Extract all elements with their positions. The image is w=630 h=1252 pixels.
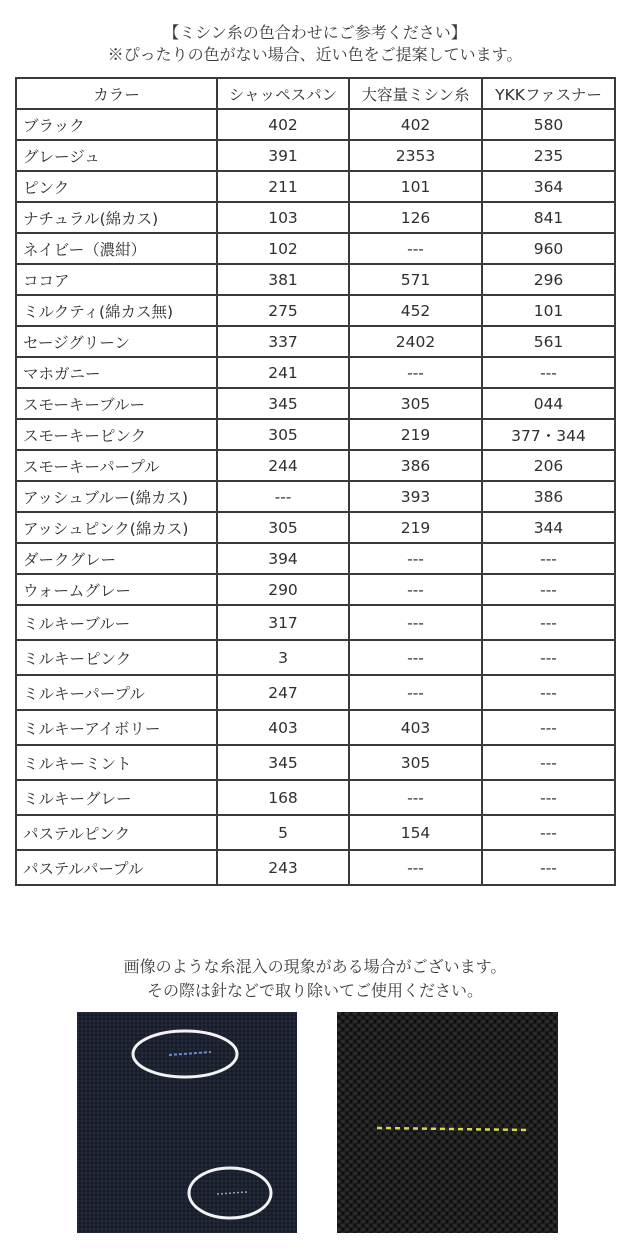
table-row <box>16 171 615 202</box>
large-thread-cell: --- <box>349 543 482 574</box>
schappe-spun-cell: 394 <box>217 543 349 574</box>
color-name-cell: アッシュピンク(綿カス) <box>16 512 217 543</box>
color-name-cell: ミルキーブルー <box>16 605 217 640</box>
large-thread-cell: 571 <box>349 264 482 295</box>
color-name-cell: セージグリーン <box>16 326 217 357</box>
color-name-cell: ミルキーグレー <box>16 780 217 815</box>
table-row <box>16 326 615 357</box>
large-thread-cell: --- <box>349 574 482 605</box>
ykk-zipper-cell: --- <box>482 815 615 850</box>
large-thread-cell: 2353 <box>349 140 482 171</box>
schappe-spun-cell: 241 <box>217 357 349 388</box>
color-name-cell: ブラック <box>16 109 217 140</box>
ykk-zipper-cell: --- <box>482 780 615 815</box>
schappe-spun-cell: 345 <box>217 388 349 419</box>
ykk-zipper-cell: --- <box>482 605 615 640</box>
schappe-spun-cell: 102 <box>217 233 349 264</box>
ykk-zipper-cell: 344 <box>482 512 615 543</box>
color-name-cell: ミルキーミント <box>16 745 217 780</box>
schappe-spun-cell: 337 <box>217 326 349 357</box>
color-name-cell: マホガニー <box>16 357 217 388</box>
schappe-spun-cell: 403 <box>217 710 349 745</box>
large-thread-cell: --- <box>349 675 482 710</box>
ykk-zipper-cell: 377・344 <box>482 419 615 450</box>
table-row <box>16 605 615 640</box>
notice-title: 【ミシン糸の色合わせにご参考ください】 <box>163 23 467 42</box>
ykk-zipper-cell: --- <box>482 745 615 780</box>
table-row <box>16 850 615 885</box>
ykk-zipper-cell: 960 <box>482 233 615 264</box>
ykk-zipper-cell: --- <box>482 543 615 574</box>
large-thread-cell: 101 <box>349 171 482 202</box>
table-row <box>16 640 615 675</box>
table-row <box>16 202 615 233</box>
schappe-spun-cell: 211 <box>217 171 349 202</box>
schappe-spun-cell: 243 <box>217 850 349 885</box>
color-name-cell: ネイビー（濃紺） <box>16 233 217 264</box>
table-row <box>16 419 615 450</box>
table-row <box>16 233 615 264</box>
schappe-spun-cell: 345 <box>217 745 349 780</box>
schappe-spun-cell: --- <box>217 481 349 512</box>
color-name-cell: グレージュ <box>16 140 217 171</box>
large-thread-cell: 2402 <box>349 326 482 357</box>
schappe-spun-cell: 381 <box>217 264 349 295</box>
large-thread-cell: 403 <box>349 710 482 745</box>
color-name-cell: パステルパープル <box>16 850 217 885</box>
ykk-zipper-cell: --- <box>482 850 615 885</box>
color-name-cell: スモーキーブルー <box>16 388 217 419</box>
color-name-cell: ダークグレー <box>16 543 217 574</box>
large-thread-cell: 305 <box>349 745 482 780</box>
large-thread-cell: 393 <box>349 481 482 512</box>
color-name-cell: ミルキーピンク <box>16 640 217 675</box>
ykk-zipper-cell: 841 <box>482 202 615 233</box>
large-thread-cell: --- <box>349 357 482 388</box>
large-thread-cell: 126 <box>349 202 482 233</box>
large-thread-cell: --- <box>349 233 482 264</box>
color-name-cell: スモーキーピンク <box>16 419 217 450</box>
schappe-spun-cell: 103 <box>217 202 349 233</box>
color-name-cell: ピンク <box>16 171 217 202</box>
table-row <box>16 815 615 850</box>
schappe-spun-cell: 244 <box>217 450 349 481</box>
ykk-zipper-cell: 206 <box>482 450 615 481</box>
large-thread-cell: 219 <box>349 512 482 543</box>
ykk-zipper-cell: --- <box>482 675 615 710</box>
schappe-spun-cell: 5 <box>217 815 349 850</box>
schappe-spun-cell: 168 <box>217 780 349 815</box>
large-thread-cell: 386 <box>349 450 482 481</box>
color-name-cell: ナチュラル(綿カス) <box>16 202 217 233</box>
color-name-cell: ミルキーアイボリー <box>16 710 217 745</box>
table-row <box>16 295 615 326</box>
large-thread-cell: 305 <box>349 388 482 419</box>
ykk-zipper-cell: 386 <box>482 481 615 512</box>
large-thread-cell: 219 <box>349 419 482 450</box>
ykk-zipper-cell: --- <box>482 357 615 388</box>
color-name-cell: パステルピンク <box>16 815 217 850</box>
fabric-photo-circled-threads <box>77 1012 297 1233</box>
color-name-cell: ココア <box>16 264 217 295</box>
thread-color-table <box>15 77 616 886</box>
ykk-zipper-cell: 101 <box>482 295 615 326</box>
table-row <box>16 388 615 419</box>
large-thread-cell: 154 <box>349 815 482 850</box>
ykk-zipper-cell: 364 <box>482 171 615 202</box>
color-name-cell: ミルクティ(綿カス無) <box>16 295 217 326</box>
large-thread-cell: --- <box>349 850 482 885</box>
table-row <box>16 675 615 710</box>
table-row <box>16 512 615 543</box>
ykk-zipper-cell: --- <box>482 640 615 675</box>
schappe-spun-cell: 247 <box>217 675 349 710</box>
schappe-spun-cell: 305 <box>217 419 349 450</box>
schappe-spun-cell: 305 <box>217 512 349 543</box>
large-thread-cell: --- <box>349 640 482 675</box>
table-row <box>16 574 615 605</box>
ykk-zipper-cell: 296 <box>482 264 615 295</box>
ykk-zipper-cell: --- <box>482 574 615 605</box>
color-name-cell: アッシュブルー(綿カス) <box>16 481 217 512</box>
fabric-photo-yellow-thread <box>337 1012 558 1233</box>
table-row <box>16 780 615 815</box>
ykk-zipper-cell: 580 <box>482 109 615 140</box>
schappe-spun-cell: 275 <box>217 295 349 326</box>
color-name-cell: スモーキーパープル <box>16 450 217 481</box>
header-schappe-spun: シャッペスパン <box>217 78 349 109</box>
table-row <box>16 710 615 745</box>
color-name-cell: ウォームグレー <box>16 574 217 605</box>
mixing-notice-line1: 画像のような糸混入の現象がある場合がございます。 <box>123 957 507 976</box>
ykk-zipper-cell: 235 <box>482 140 615 171</box>
table-row <box>16 745 615 780</box>
table-row <box>16 450 615 481</box>
schappe-spun-cell: 3 <box>217 640 349 675</box>
table-row <box>16 543 615 574</box>
ykk-zipper-cell: 561 <box>482 326 615 357</box>
large-thread-cell: --- <box>349 780 482 815</box>
table-row <box>16 109 615 140</box>
header-ykk-zipper: YKKファスナー <box>482 78 615 109</box>
schappe-spun-cell: 290 <box>217 574 349 605</box>
header-color: カラー <box>16 78 217 109</box>
mixing-notice-line2: その際は針などで取り除いてご使用ください。 <box>146 981 483 1000</box>
ykk-zipper-cell: --- <box>482 710 615 745</box>
schappe-spun-cell: 391 <box>217 140 349 171</box>
table-row <box>16 357 615 388</box>
color-name-cell: ミルキーパープル <box>16 675 217 710</box>
table-row <box>16 140 615 171</box>
table-header-row <box>16 78 615 109</box>
header-large-thread: 大容量ミシン糸 <box>349 78 482 109</box>
table-row <box>16 481 615 512</box>
schappe-spun-cell: 402 <box>217 109 349 140</box>
large-thread-cell: 402 <box>349 109 482 140</box>
large-thread-cell: --- <box>349 605 482 640</box>
large-thread-cell: 452 <box>349 295 482 326</box>
notice-subtitle: ※ぴったりの色がない場合、近い色をご提案しています。 <box>107 45 523 64</box>
table-row <box>16 264 615 295</box>
schappe-spun-cell: 317 <box>217 605 349 640</box>
ykk-zipper-cell: 044 <box>482 388 615 419</box>
